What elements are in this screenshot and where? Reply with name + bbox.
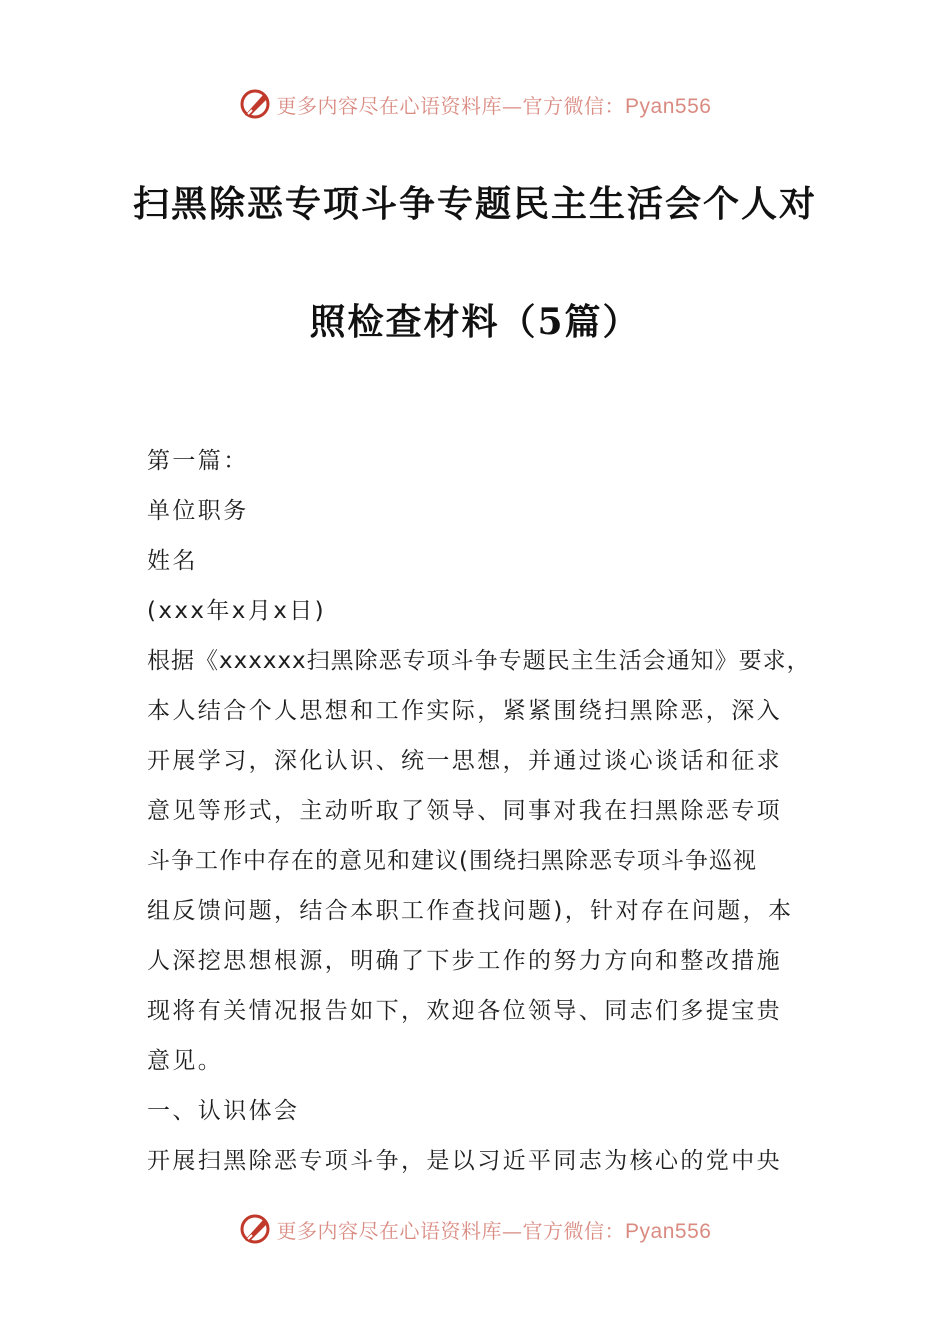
body-line: 现将有关情况报告如下，欢迎各位领导、同志们多提宝贵 <box>147 998 782 1024</box>
body-line: 斗争工作中存在的意见和建议(围绕扫黑除恶专项斗争巡视 <box>147 848 757 874</box>
footer-banner <box>0 1209 950 1249</box>
body-line: 一、认识体会 <box>147 1098 300 1124</box>
wechat-id: Pyan556 <box>625 1219 712 1243</box>
body-line: 根据《xxxxxx扫黑除恶专项斗争专题民主生活会通知》要求， <box>147 648 811 674</box>
body-line: 开展扫黑除恶专项斗争，是以习近平同志为核心的党中央 <box>147 1148 782 1174</box>
body-line: 第一篇： <box>147 448 249 474</box>
pen-logo-icon <box>239 1212 273 1246</box>
pen-logo-icon <box>239 87 273 121</box>
wechat-id: Pyan556 <box>625 94 712 118</box>
body-line: 开展学习，深化认识、统一思想，并通过谈心谈话和征求 <box>147 748 782 774</box>
body-line: 人深挖思想根源，明确了下步工作的努力方向和整改措施 <box>147 948 782 974</box>
body-line: 单位职务 <box>147 498 249 524</box>
banner-text: 更多内容尽在心语资料库—官方微信： <box>276 93 626 118</box>
header-banner <box>0 84 950 124</box>
document-body <box>147 436 812 1186</box>
body-line: 意见等形式，主动听取了领导、同事对我在扫黑除恶专项 <box>147 798 782 824</box>
banner-text: 更多内容尽在心语资料库—官方微信： <box>276 1218 626 1243</box>
body-line: 组反馈问题，结合本职工作查找问题)，针对存在问题，本 <box>147 898 794 924</box>
body-line: 本人结合个人思想和工作实际，紧紧围绕扫黑除恶，深入 <box>147 698 782 724</box>
body-line: 姓名 <box>147 548 198 574</box>
body-line: (xxx年x月x日) <box>147 598 327 624</box>
document-title-line-2: 照检查材料（5篇） <box>309 301 641 343</box>
body-line: 意见。 <box>147 1048 224 1074</box>
document-title-line-1: 扫黑除恶专项斗争专题民主生活会个人对 <box>132 183 817 225</box>
